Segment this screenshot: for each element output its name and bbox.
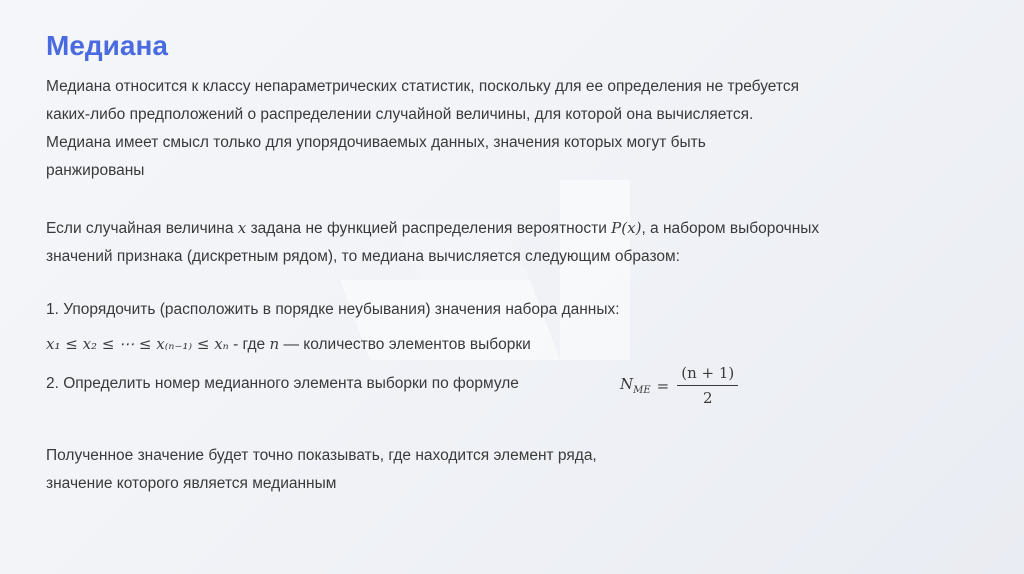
formula-fraction <box>677 364 738 407</box>
intro-line: ранжированы <box>46 162 145 179</box>
formula-lhs: $N_{ME}$ <box>620 375 651 396</box>
formula-numerator: (n + 1) <box>677 364 738 386</box>
variable-px: P(x) <box>611 219 642 237</box>
condition-paragraph <box>46 214 819 271</box>
ordering-formula-line: x₁ ≤ x₂ ≤ ⋯ ≤ x₍ₙ₋₁₎ ≤ xₙ - где n — количество элементов выборки <box>46 335 531 353</box>
formula-equals: = <box>656 376 670 395</box>
variable-n: n <box>269 335 280 353</box>
conclusion-line: значение которого является медианным <box>46 475 337 492</box>
step-1: 1. Упорядочить (расположить в порядке неубывания) значения набора данных: <box>46 301 620 318</box>
intro-paragraph <box>46 73 906 185</box>
condition-line: значений признака (дискретным рядом), то медиана вычисляется следующим образом: <box>46 248 680 265</box>
page-title: Медиана <box>46 30 168 61</box>
ordering-formula: x₁ ≤ x₂ ≤ ⋯ ≤ x₍ₙ₋₁₎ ≤ xₙ <box>46 335 229 353</box>
intro-line: каких-либо предположений о распределении случайной величины, для которой она вычисляется. <box>46 106 754 123</box>
intro-line: Медиана имеет смысл только для упорядочиваемых данных, значения которых могут быть <box>46 134 706 151</box>
variable-x: x <box>237 219 247 237</box>
intro-line: Медиана относится к классу непараметрических статистик, поскольку для ее определения не требуется <box>46 78 799 95</box>
formula-denominator: 2 <box>702 389 713 407</box>
condition-line: Если случайная величина x задана не функцией распределения вероятности P(x), а набором выборочных <box>46 219 820 237</box>
median-index-formula <box>620 364 738 407</box>
step-2: 2. Определить номер медианного элемента выборки по формуле <box>46 375 519 392</box>
conclusion-paragraph <box>46 442 597 498</box>
conclusion-line: Полученное значение будет точно показывать, где находится элемент ряда, <box>46 447 597 464</box>
